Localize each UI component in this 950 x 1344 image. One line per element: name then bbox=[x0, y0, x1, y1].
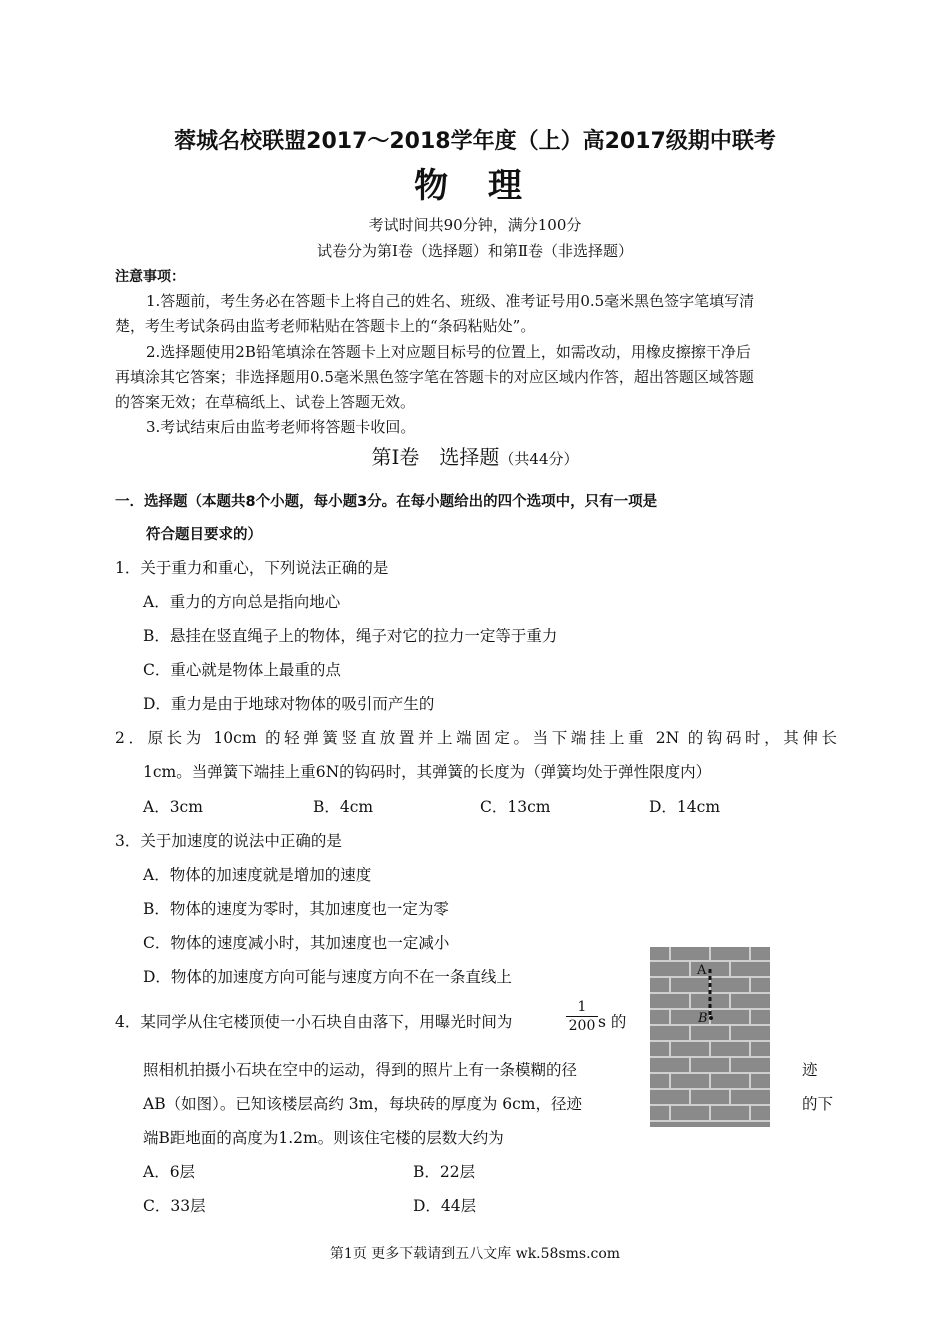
point-b-marker bbox=[709, 1016, 713, 1020]
section-title: 第Ⅰ卷 选择题 bbox=[371, 445, 500, 469]
q2-stem-line-2: 1cm。当弹簧下端挂上重6N的钩码时，其弹簧的长度为（弹簧均处于弹性限度内） bbox=[143, 763, 712, 781]
fraction-numerator: 1 bbox=[566, 998, 598, 1017]
q4-option-b: B．22层 bbox=[413, 1163, 476, 1181]
q3-option-d: D．物体的加速度方向可能与速度方向不在一条直线上 bbox=[143, 968, 512, 986]
notice-item-3: 3.考试结束后由监考老师将答题卡收回。 bbox=[146, 418, 416, 436]
q4-stem-line-2: 照相机拍摄小石块在空中的运动，得到的照片上有一条模糊的径 bbox=[143, 1061, 578, 1079]
paper-info: 试卷分为第Ⅰ卷（选择题）和第Ⅱ卷（非选择题） bbox=[316, 242, 634, 260]
notice-item-1-line-1: 1.答题前，考生务必在答题卡上将自己的姓名、班级、准考证号用0.5毫米黑色签字笔填写清 bbox=[146, 292, 755, 310]
notice-item-1-line-2: 楚，考生考试条码由监考老师粘贴在答题卡上的“条码粘贴处”。 bbox=[115, 317, 536, 335]
q3-stem: 3．关于加速度的说法中正确的是 bbox=[115, 832, 342, 850]
exam-title: 蓉城名校联盟2017～2018学年度（上）高2017级期中联考 bbox=[174, 129, 776, 154]
q4-option-c: C．33层 bbox=[143, 1197, 206, 1215]
notice-heading: 注意事项： bbox=[115, 269, 185, 285]
q3-option-c: C．物体的速度减小时，其加速度也一定减小 bbox=[143, 934, 450, 952]
q4-stem-line-1-tail: s 的 bbox=[598, 1013, 627, 1031]
q2-option-d: D．14cm bbox=[649, 798, 721, 816]
part-title-line-2: 符合题目要求的） bbox=[146, 527, 262, 543]
subject-title: 物 理 bbox=[414, 166, 536, 206]
q2-option-b: B．4cm bbox=[313, 798, 374, 816]
q3-option-a: A．物体的加速度就是增加的速度 bbox=[143, 866, 372, 884]
q1-option-c: C．重心就是物体上最重的点 bbox=[143, 661, 341, 679]
q4-stem-line-4: 端B距地面的高度为1.2m。则该住宅楼的层数大约为 bbox=[143, 1129, 504, 1147]
q1-option-a: A．重力的方向总是指向地心 bbox=[143, 593, 341, 611]
q4-stem-line-2-tail: 迹 bbox=[802, 1061, 818, 1079]
q4-option-d: D．44层 bbox=[413, 1197, 477, 1215]
notice-item-2-line-3: 的答案无效；在草稿纸上、试卷上答题无效。 bbox=[115, 393, 416, 411]
section-heading bbox=[0, 441, 950, 470]
q2-option-c: C．13cm bbox=[480, 798, 551, 816]
section-score: （共44分） bbox=[499, 450, 579, 468]
brick-wall-photo bbox=[650, 947, 770, 1127]
q1-option-d: D．重力是由于地球对物体的吸引而产生的 bbox=[143, 695, 435, 713]
q3-option-b: B．物体的速度为零时，其加速度也一定为零 bbox=[143, 900, 449, 918]
q2-stem-line-1: 2．原长为 10cm 的轻弹簧竖直放置并上端固定。当下端挂上重 2N 的钩码时，其伸长 bbox=[115, 729, 837, 747]
label-a: A bbox=[697, 963, 707, 978]
q4-stem-line-3: AB（如图）。已知该楼层高约 3m，每块砖的厚度为 6cm，径迹 bbox=[143, 1095, 582, 1113]
exposure-time-fraction bbox=[566, 998, 598, 1035]
q4-stem-line-1: 4．某同学从住宅楼顶使一小石块自由落下，用曝光时间为 bbox=[115, 1013, 513, 1031]
page-footer: 第1页 更多下载请到五八文库 wk.58sms.com bbox=[329, 1246, 621, 1262]
brick-wall-image bbox=[650, 947, 770, 1127]
notice-item-2-line-2: 再填涂其它答案；非选择题用0.5毫米黑色签字笔在答题卡的对应区域内作答，超出答题区域答题 bbox=[115, 368, 754, 386]
q1-stem: 1．关于重力和重心，下列说法正确的是 bbox=[115, 559, 389, 577]
q4-stem-line-3-tail: 的下 bbox=[802, 1095, 834, 1113]
notice-item-2-line-1: 2.选择题使用2B铅笔填涂在答题卡上对应题目标号的位置上，如需改动，用橡皮擦擦干净后 bbox=[146, 343, 751, 361]
q4-option-a: A．6层 bbox=[143, 1163, 196, 1181]
q1-option-b: B．悬挂在竖直绳子上的物体，绳子对它的拉力一定等于重力 bbox=[143, 627, 558, 645]
fraction-denominator: 200 bbox=[568, 1018, 596, 1034]
time-info: 考试时间共90分钟，满分100分 bbox=[368, 216, 582, 234]
part-title-line-1: 一．选择题（本题共8个小题，每小题3分。在每小题给出的四个选项中，只有一项是 bbox=[115, 494, 658, 510]
q2-option-a: A．3cm bbox=[143, 798, 203, 816]
label-b: B bbox=[698, 1011, 708, 1026]
